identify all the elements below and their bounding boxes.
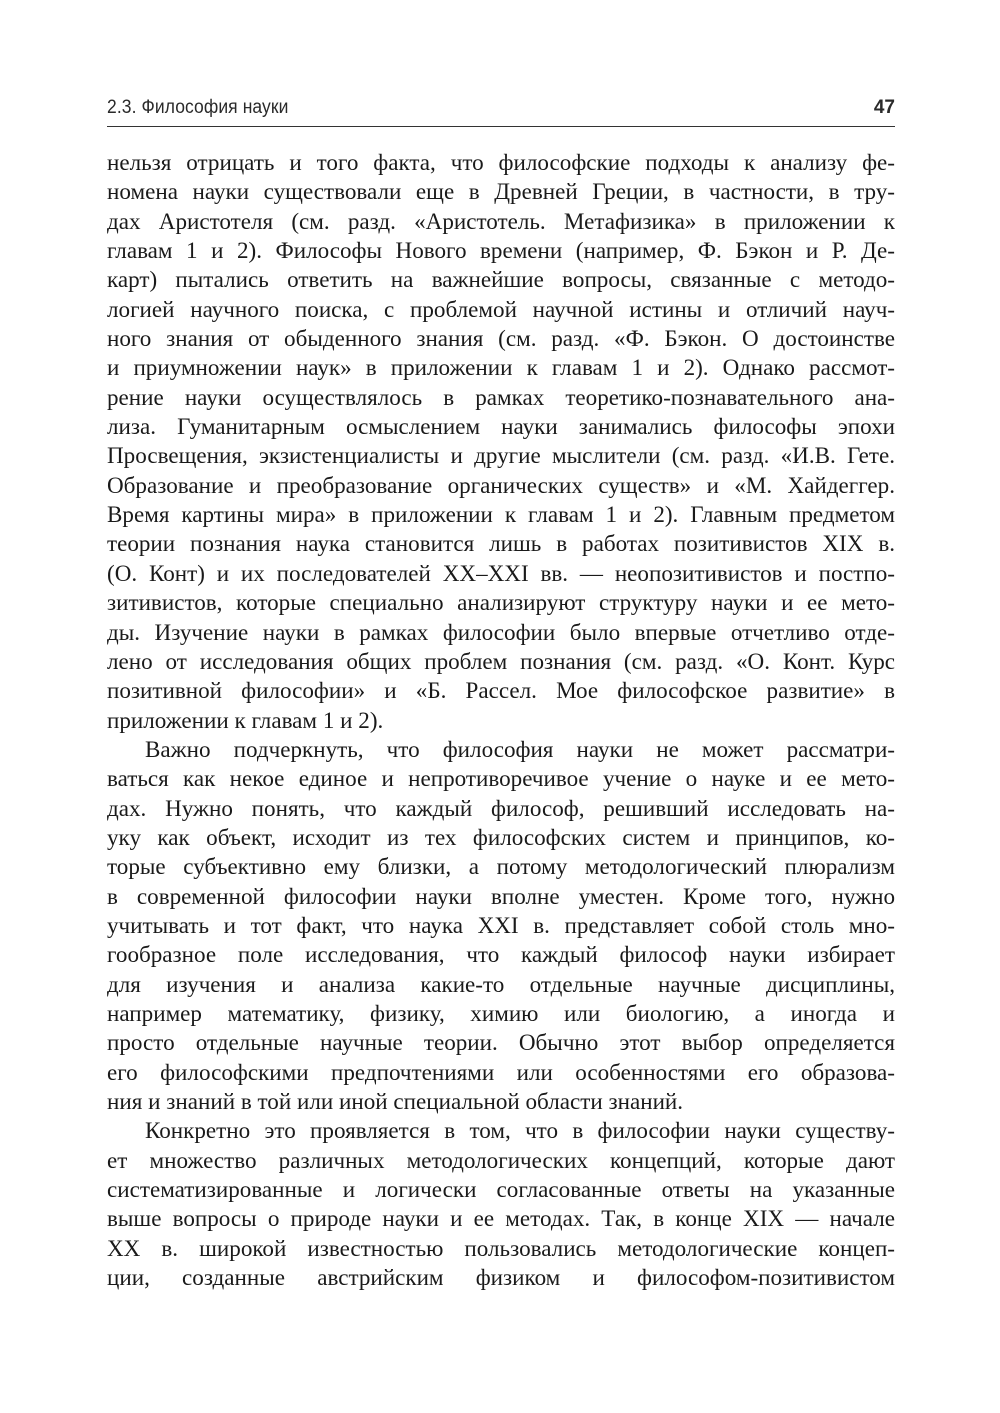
text-line: ния и знаний в той или иной специальной области знаний. [107,1088,684,1114]
text-line: нельзя отрицать и того факта, что философские подходы к анализу фе- [107,149,895,175]
text-line: Образование и преобразование органических существ» и «М. Хайдеггер. [107,471,895,498]
text-line: уку как объект, исходит из тех философских систем и принципов, ко- [107,823,895,850]
body-text [107,148,895,1292]
text-line: логией научного поиска, с проблемой научной истины и отличий науч- [107,295,895,322]
text-line: ет множество различных методологических концепций, которые дают [107,1146,895,1173]
text-line: приложении к главам 1 и 2). [107,706,384,733]
text-line: главам 1 и 2). Философы Нового времени (например, Ф. Бэкон и Р. Де- [107,237,895,264]
text-line: лиза. Гуманитарным осмыслением науки занимались философы эпохи [107,413,895,440]
text-line: выше вопросы о природе науки и ее методах. Так, в конце XIX — начале [107,1205,895,1232]
text-line: Конкретно это проявляется в том, что в философии науки существу- [145,1117,895,1144]
text-line: номена науки существовали еще в Древней Греции, в частности, в тру- [107,178,895,205]
text-line: позитивной философии» и «Б. Рассел. Мое философское развитие» в [107,677,895,704]
text-line: в современной философии науки вполне уместен. Кроме того, нужно [107,882,895,909]
text-line: лено от исследования общих проблем познания (см. разд. «О. Конт. Курс [107,647,895,674]
text-line: карт) пытались ответить на важнейшие вопросы, связанные с методо- [107,266,895,293]
text-line: Важно подчеркнуть, что философия науки не может рассматри- [145,735,895,762]
text-line: Просвещения, экзистенциалисты и другие мыслители (см. разд. «И.В. Гете. [107,442,895,469]
section-title: 2.3. Философия науки [107,97,289,118]
text-line: (О. Конт) и их последователей XX–XXI вв. — неопозитивистов и постпо- [107,559,895,586]
text-line: учитывать и тот факт, что наука XXI в. представляет собой столь мно- [107,911,895,938]
running-header [107,92,895,127]
text-line: ного знания от обыденного знания (см. разд. «Ф. Бэкон. О достоинстве [107,325,895,352]
page-number: 47 [873,97,895,118]
text-line: ваться как некое единое и непротиворечивое учение о науке и ее мето- [107,765,895,792]
paragraph-3 [107,1116,895,1292]
text-line: XX в. широкой известностью пользовались методологические концеп- [107,1234,895,1261]
text-line: его философскими предпочтениями или особенностями его образова- [107,1058,895,1085]
text-line: теории познания наука становится лишь в работах позитивистов XIX в. [107,530,895,557]
text-line: рение науки осуществлялось в рамках теоретико-познавательного ана- [107,383,895,410]
paragraph-2 [107,735,895,1116]
text-line: зитивистов, которые специально анализируют структуру науки и ее мето- [107,589,895,616]
text-line: Время картины мира» в приложении к главам 1 и 2). Главным предметом [107,501,895,528]
text-line: торые субъективно ему близки, а потому методологический плюрализм [107,853,895,880]
text-line: например математику, физику, химию или биологию, а иногда и [107,999,895,1026]
paragraph-1 [107,148,895,735]
text-line: ции, созданные австрийским физиком и философом-позитивистом [107,1264,895,1291]
text-line: систематизированные и логически согласованные ответы на указанные [107,1176,895,1203]
text-line: для изучения и анализа какие-то отдельные научные дисциплины, [107,970,895,997]
text-line: и приумножении наук» в приложении к главам 1 и 2). Однако рассмот- [107,354,895,381]
text-line: дах. Нужно понять, что каждый философ, решивший исследовать на- [107,794,895,821]
text-line: просто отдельные научные теории. Обычно этот выбор определяется [107,1029,895,1056]
text-line: дах Аристотеля (см. разд. «Аристотель. Метафизика» в приложении к [107,207,895,234]
text-line: ды. Изучение науки в рамках философии было впервые отчетливо отде- [107,618,895,645]
text-line: гообразное поле исследования, что каждый философ науки избирает [107,941,895,968]
